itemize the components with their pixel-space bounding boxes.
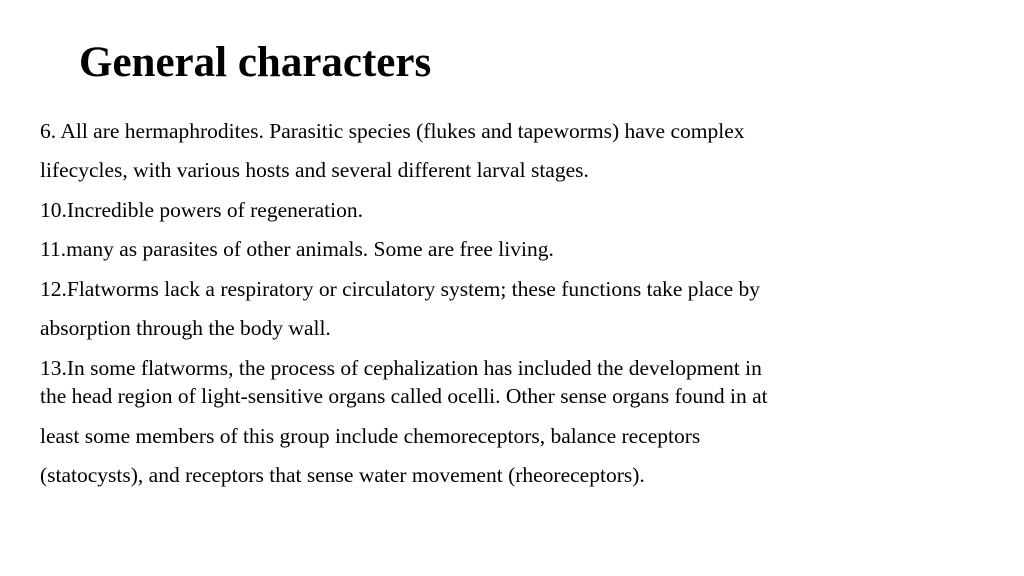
text-line: lifecycles, with various hosts and several different larval stages. [40, 158, 589, 182]
text-line: 12.Flatworms lack a respiratory or circulatory system; these functions take place by [40, 277, 761, 301]
text-line: the head region of light-sensitive organs called ocelli. Other sense organs found in at [40, 384, 768, 408]
slide-title: General characters [79, 39, 432, 86]
text-line: absorption through the body wall. [40, 316, 331, 340]
text-line: 11.many as parasites of other animals. Some are free living. [40, 237, 554, 261]
text-line: (statocysts), and receptors that sense water movement (rheoreceptors). [40, 463, 645, 487]
text-line: least some members of this group include chemoreceptors, balance receptors [40, 424, 701, 448]
text-line: 13.In some flatworms, the process of cephalization has included the development in [40, 356, 762, 380]
text-line: 6. All are hermaphrodites. Parasitic species (flukes and tapeworms) have complex [40, 119, 745, 143]
text-line: 10.Incredible powers of regeneration. [40, 198, 363, 222]
